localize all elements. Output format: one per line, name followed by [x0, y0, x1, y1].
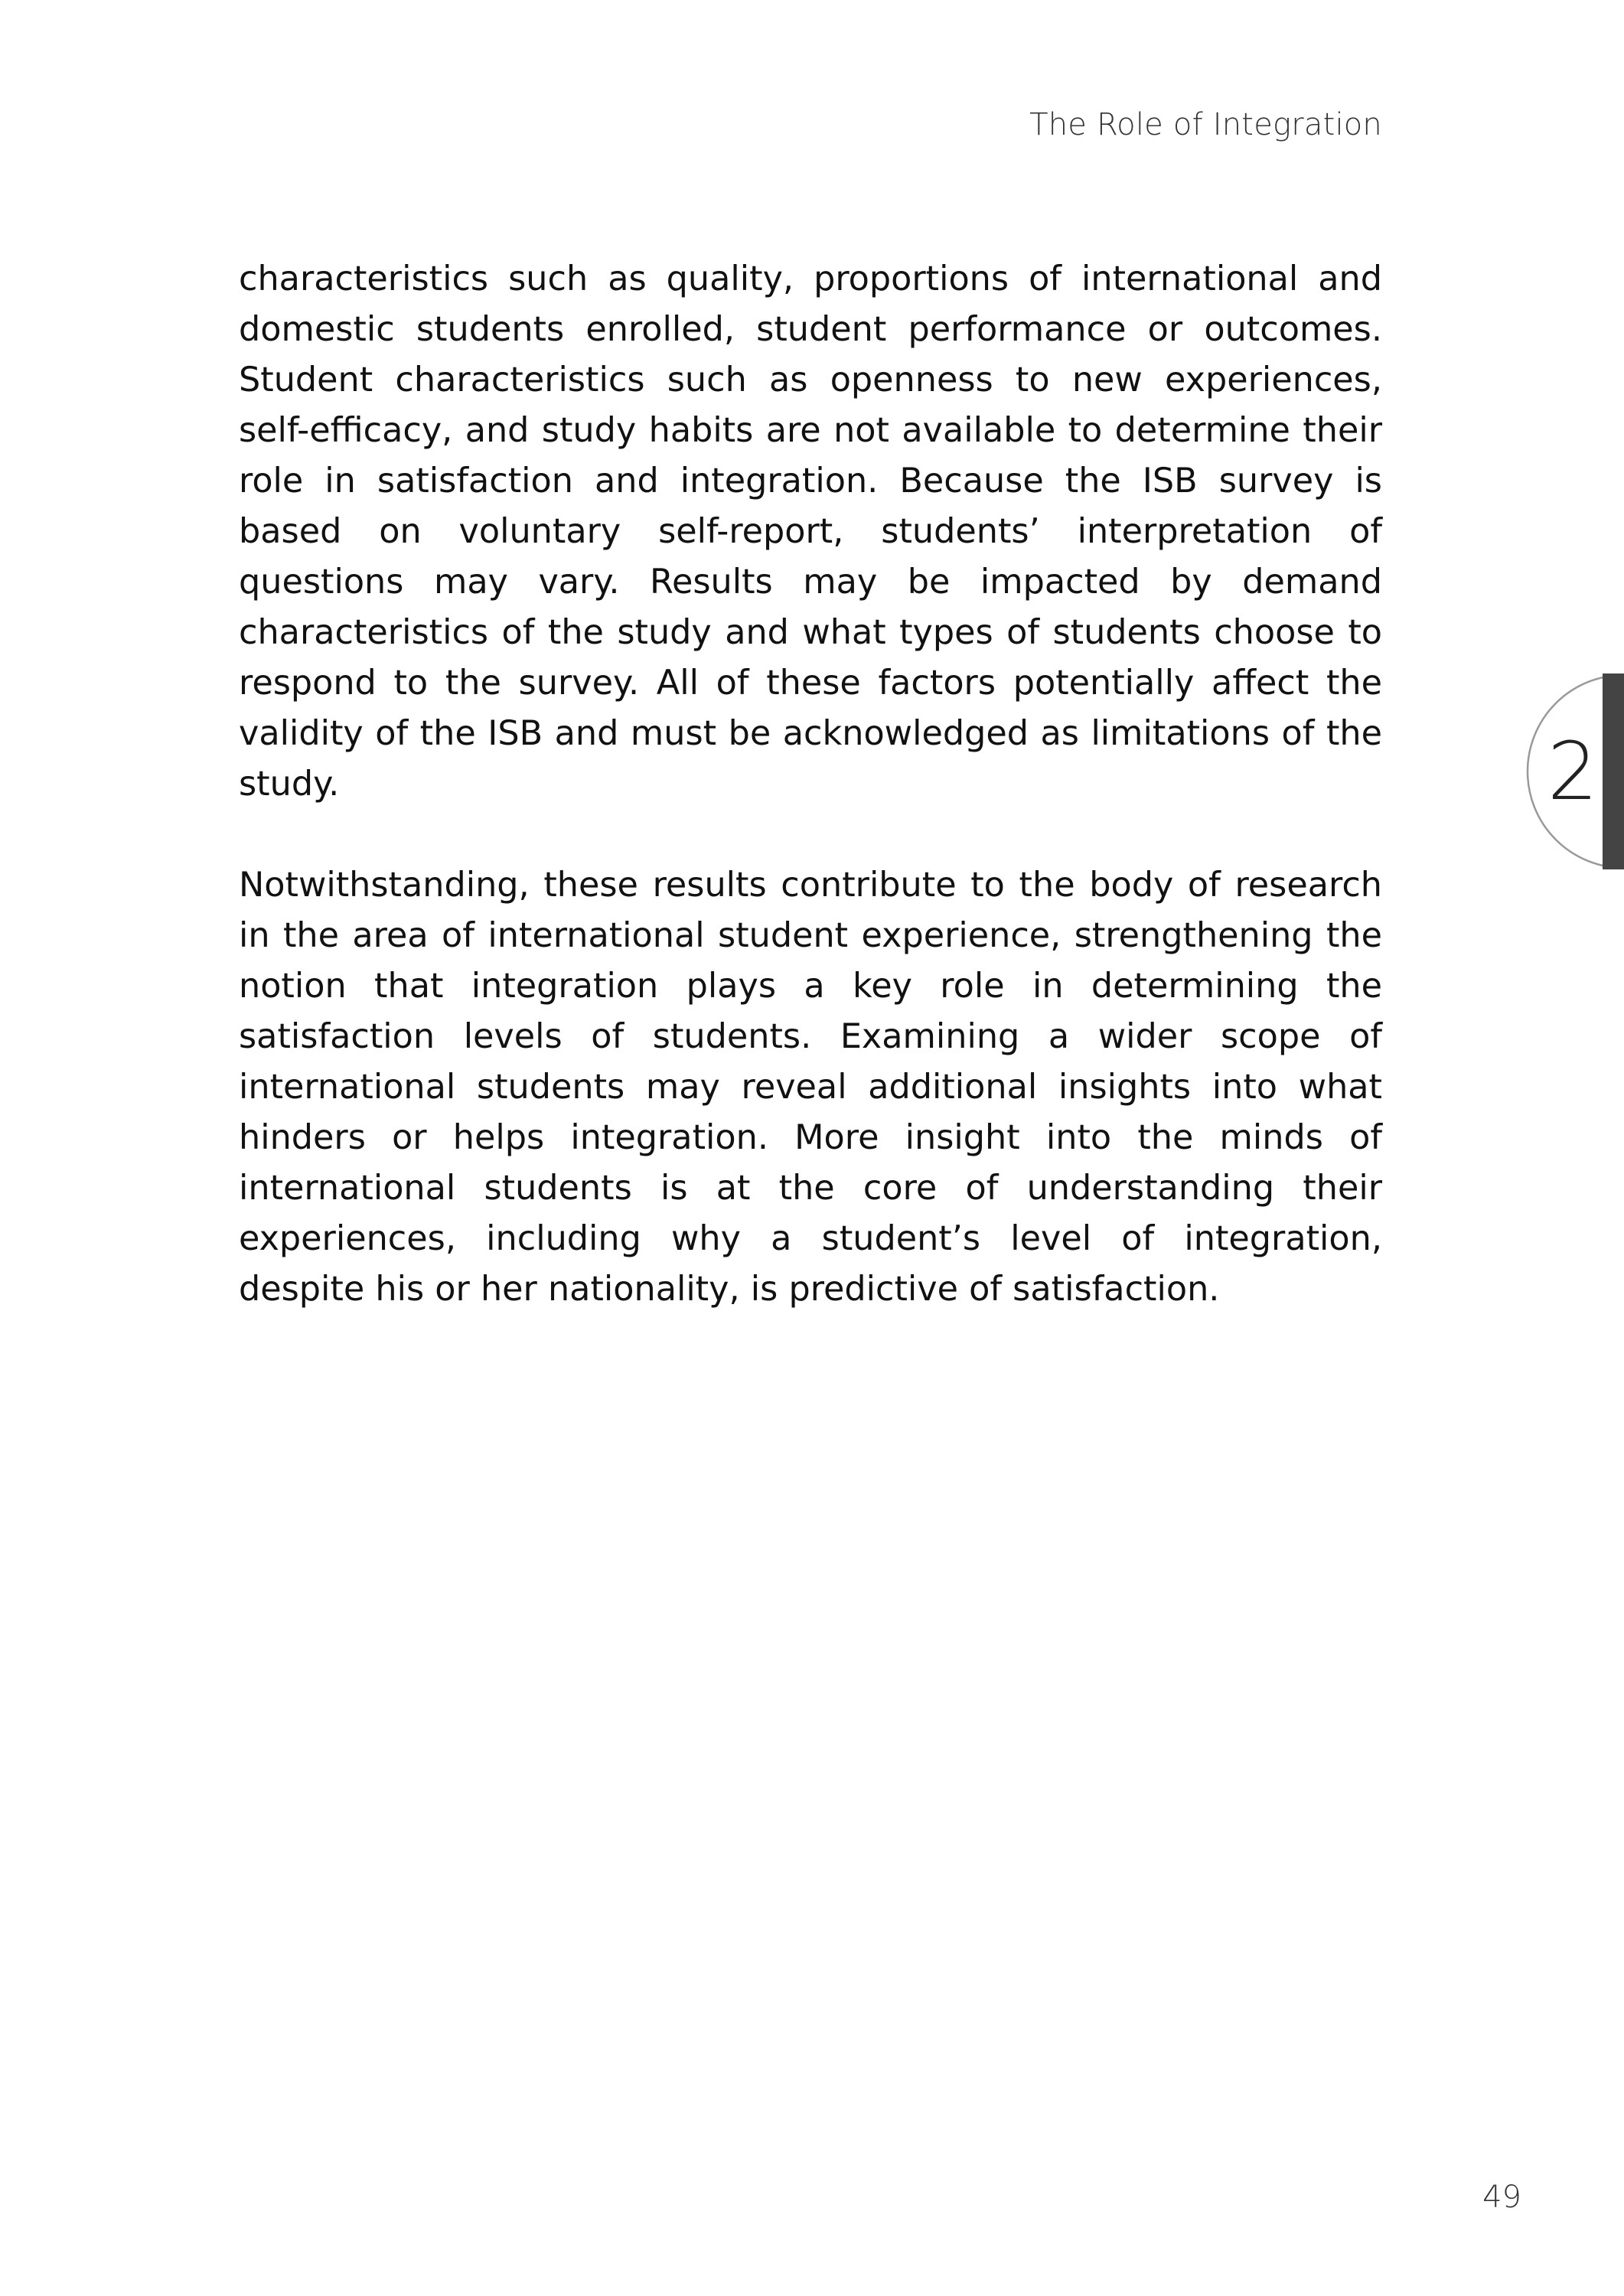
chapter-number: 2 — [1547, 725, 1599, 818]
body-text — [239, 254, 1382, 1315]
paragraph-limitations: characteristics such as quality, proportions of international and domestic students enrolled, student performance or outcomes. Student characteristics such as openness to new experiences, self-efficacy, and study habits are not available to determine their role in satisfaction and integration. Because the ISB survey is based on voluntary self-report, students’ interpretation of questions may vary. Results may be impacted by demand characteristics of the study and what types of students choose to respond to the survey. All of these factors potentially affect the validity of the ISB and must be acknowledged as limitations of the study. — [239, 259, 1382, 804]
running-header: The Role of Integration — [1029, 107, 1382, 142]
chapter-tab — [1523, 673, 1624, 869]
page-number: 49 — [1482, 2180, 1521, 2215]
paragraph-conclusion: Notwithstanding, these results contribute to the body of research in the area of international student experience, strengthening the notion that integration plays a key role in determining the satisfaction levels of students. Examining a wider scope of international students may reveal additional insights into what hinders or helps integration. More insight into the minds of international students is at the core of understanding their experiences, including why a student’s level of integration, despite his or her nationality, is predictive of satisfaction. — [239, 866, 1382, 1309]
